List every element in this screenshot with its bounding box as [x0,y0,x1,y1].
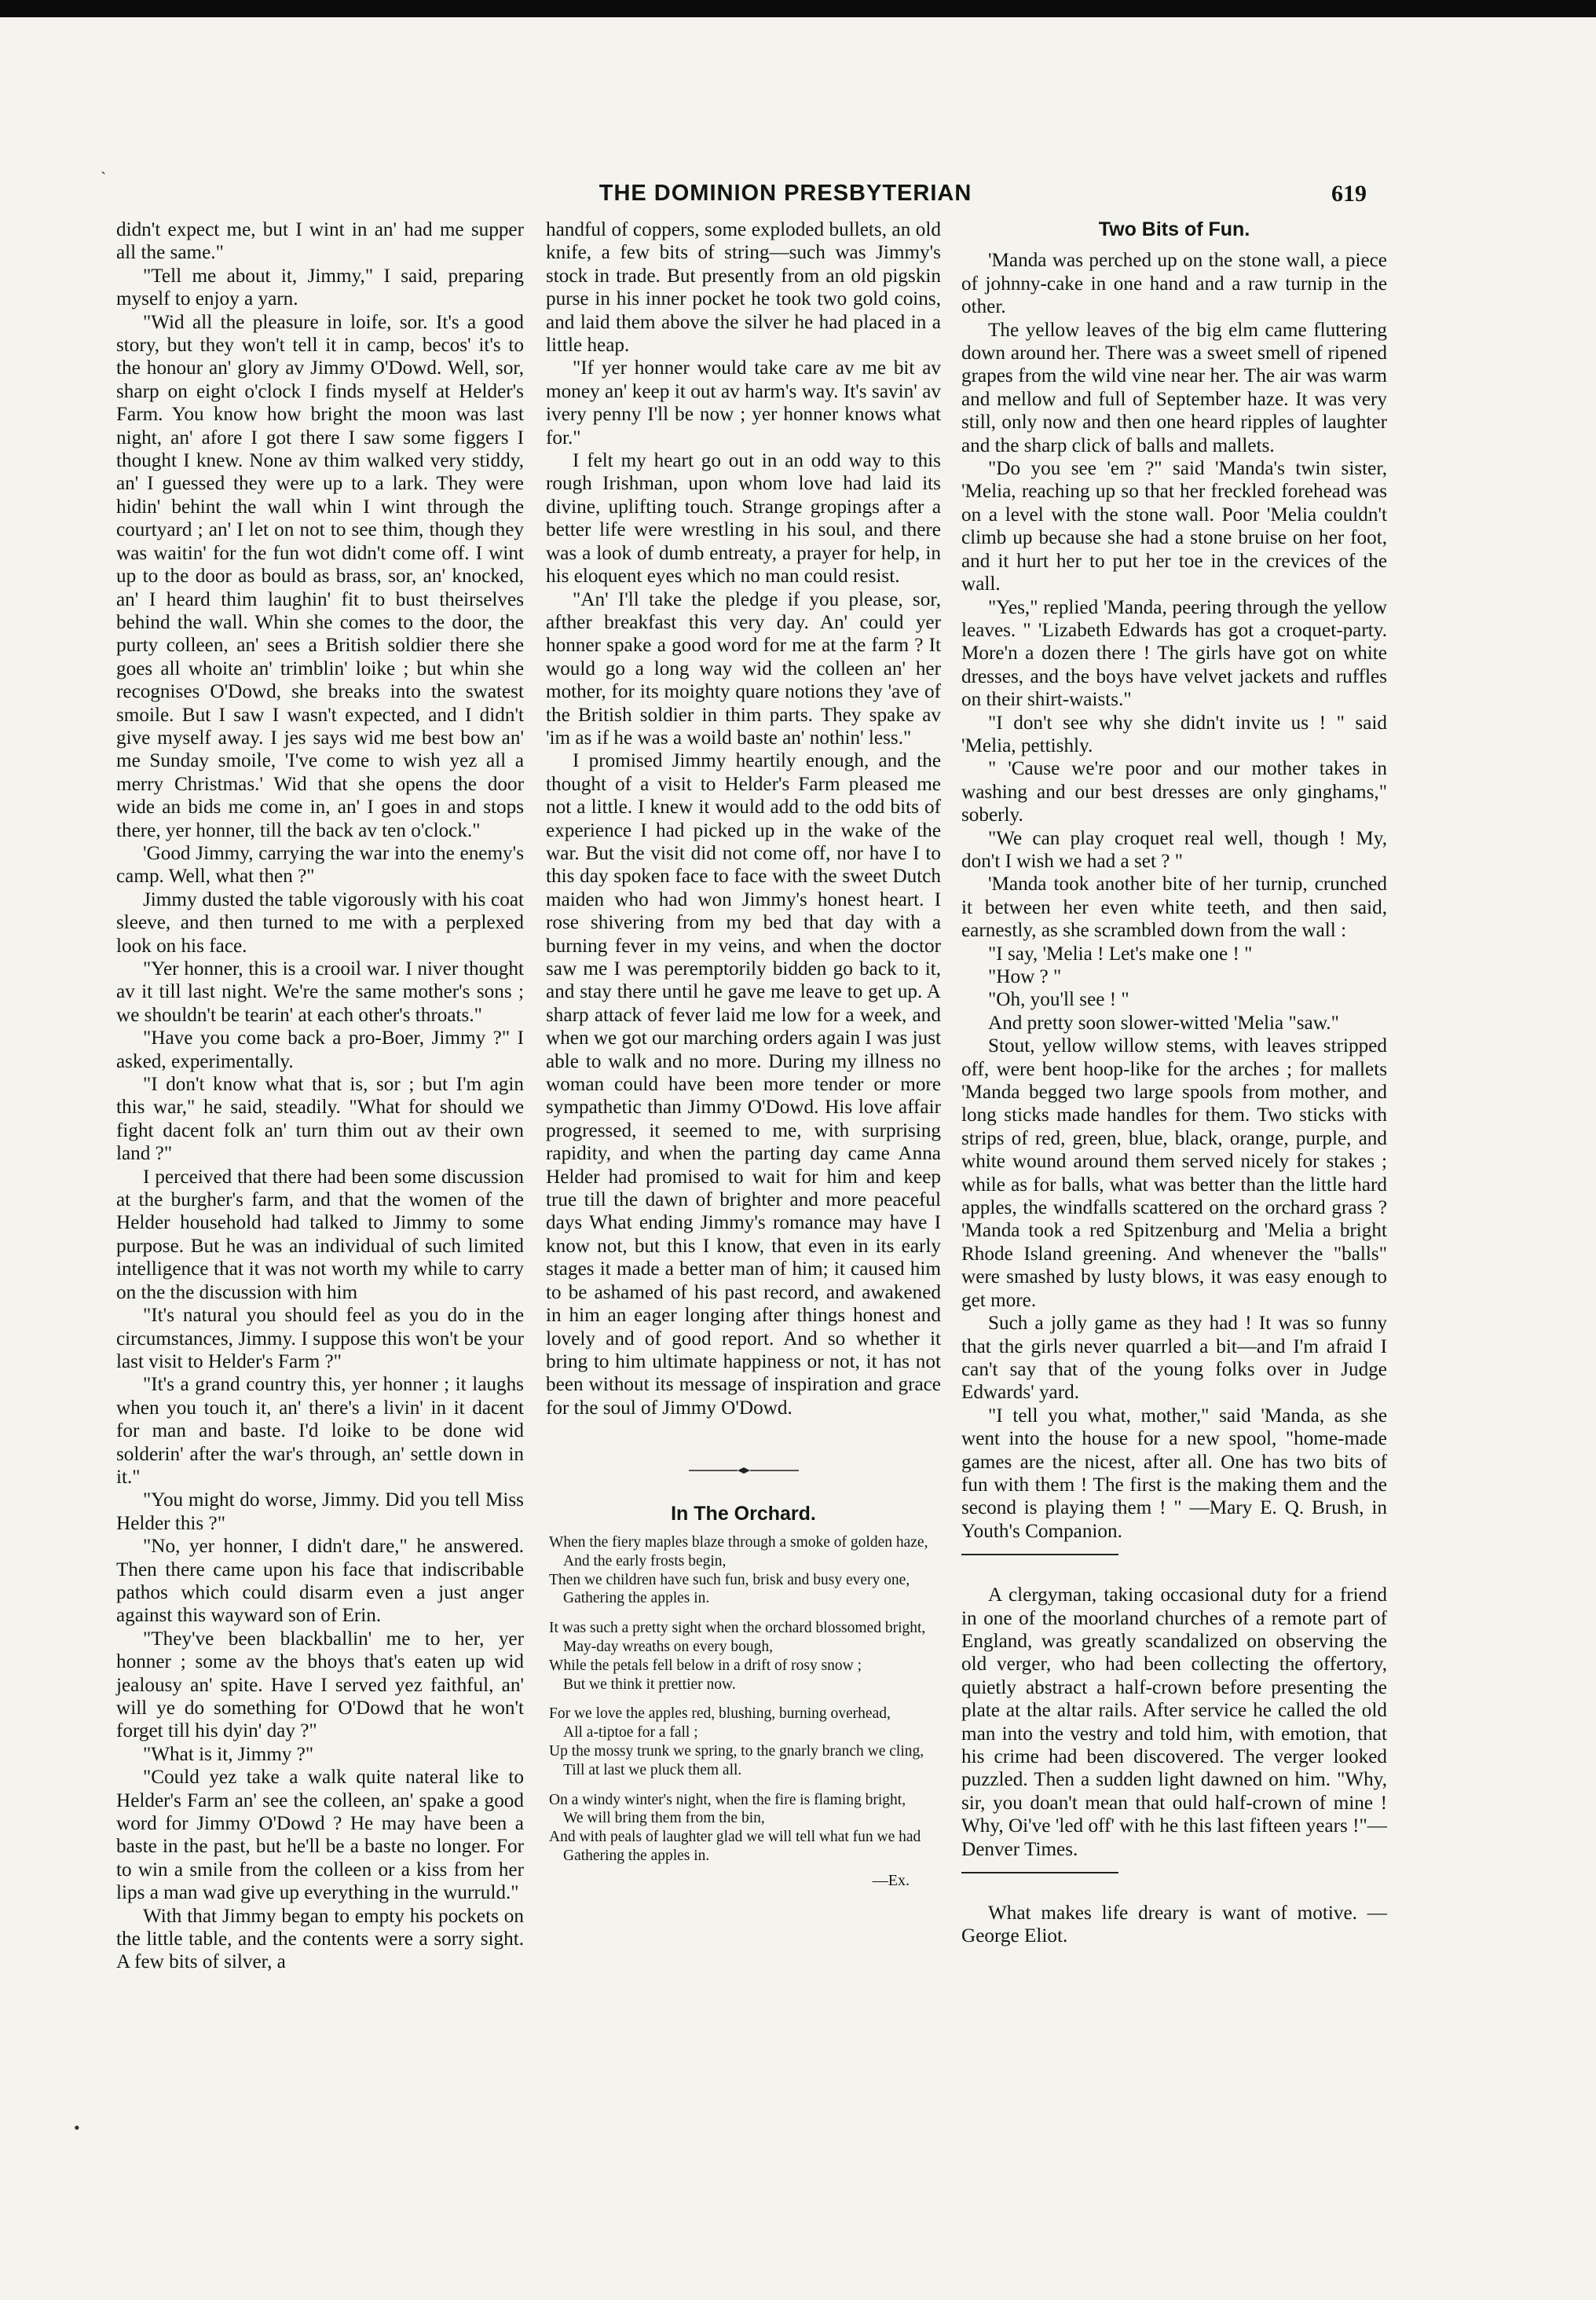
paragraph: "You might do worse, Jimmy. Did you tell Miss Helder this ?" [116,1489,524,1534]
paragraph: "No, yer honner, I didn't dare," he answered. Then there came upon his face that indiscribable pathos which could disarm even a just anger against this wayward son of Erin. [116,1536,524,1627]
poem-line: May-day wreaths on every bough, [563,1638,773,1655]
divider-ornament-icon [689,1467,799,1474]
poem-title: In The Orchard. [671,1502,816,1525]
scan-mark: • [74,2118,80,2137]
article-title: Two Bits of Fun. [1098,218,1250,240]
poem-line: But we think it prettier now. [563,1676,736,1693]
poem-stanza [546,1533,941,1608]
poem-line: For we love the apples red, blushing, burning overhead, [549,1705,891,1723]
page-header [0,181,1596,212]
paragraph: "They've been blackballin' me to her, yer honner ; some av the bhoys that's eaten up wid jealousy an' spite. Have I served yez faithful, an' will ye do something for O'Dowd that he won't forget till his dyin' day ?" [116,1628,524,1742]
paragraph: "I don't see why she didn't invite us ! " said 'Melia, pettishly. [961,712,1387,756]
paragraph: "Do you see 'em ?" said 'Manda's twin sister, 'Melia, reaching up so that her freckled forehead was on a level with the stone wall. Poor 'Melia couldn't climb up because she had a stone bruise on her foot, and it hurt her to put her toe in the crevices of the wall. [961,458,1387,595]
paragraph: "I tell you what, mother," said 'Manda, as she went into the house for a new spool, "home-made games are the nicest, after all. One has two bits of fun with them ! The first is the making them and the second is playing them ! " —Mary E. Q. Brush, in Youth's Companion. [961,1405,1387,1542]
paragraph: 'Good Jimmy, carrying the war into the enemy's camp. Well, what then ?" [116,842,524,888]
paragraph: A clergyman, taking occasional duty for a friend in one of the moorland churches of a remote part of England, was greatly scandalized on observing the old verger, who had been collecting the offertory, quietly abstract a half-crown before presenting the plate at the altar rails. After service he called the old man into the vestry and told him, with emotion, that his crime had been discovered. The verger looked puzzled. Then a sudden light dawned on him. "Why, sir, you doan't mean that ould half-crown of mine ! Why, Oi've 'led off' with he this last fifteen years !"—Denver Times. [961,1584,1387,1860]
paragraph: 'Manda took another bite of her turnip, crunched it between her even white teeth, and then said, earnestly, as she scrambled down from the wall : [961,873,1387,942]
paragraph: didn't expect me, but I wint in an' had me supper all the same." [116,219,524,264]
poem-line: Up the mossy trunk we spring, to the gnarly branch we cling, [549,1742,924,1760]
page-number: 619 [1331,181,1367,207]
poem-line: And with peals of laughter glad we will tell what fun we had [549,1829,921,1846]
poem-line: Gathering the apples in. [563,1847,710,1864]
paragraph: 'Manda was perched up on the stone wall, a piece of johnny-cake in one hand and a raw turnip in the other. [961,250,1387,318]
poem-line: And the early frosts begin, [563,1552,727,1569]
paragraph: "I don't know what that is, sor ; but I'm agin this war," he said, steadily. "What for should we fight dacent folk an' turn thim out av their own land ?" [116,1074,524,1165]
poem-line: While the petals fell below in a drift of rosy snow ; [549,1657,862,1674]
paragraph: I felt my heart go out in an odd way to this rough Irishman, upon whom love had laid its divine, uplifting touch. Strange gropings after a better life were wrestling in his soul, and there was a look of dumb entreaty, a prayer for help, in his eloquent eyes which no man could resist. [546,450,941,588]
paragraph: "What is it, Jimmy ?" [143,1743,314,1765]
paragraph: "Could yez take a walk quite nateral like to Helder's Farm an' see the colleen, an' spake a good word for Jimmy O'Dowd ? He may have been a baste in the past, but he'll be a baste no longer. For to win a smile from the colleen or a kiss from her lips a man wad give up everything in the wurruld." [116,1767,524,1904]
paragraph: "Yer honner, this is a crooil war. I niver thought av it till last night. We're the same mother's sons ; we shouldn't be tearin' at each other's throats." [116,958,524,1026]
paragraph: "I say, 'Melia ! Let's make one ! " [988,943,1253,965]
paragraph: "Tell me about it, Jimmy," I said, preparing myself to enjoy a yarn. [116,265,524,310]
scan-mark: ` [101,168,107,188]
paragraph: "Oh, you'll see ! " [988,989,1129,1011]
paragraph: "How ? " [988,966,1062,987]
poem-line: Till at last we pluck them all. [563,1761,742,1778]
poem-source: —Ex. [872,1871,910,1889]
poem-line: It was such a pretty sight when the orchard blossomed bright, [549,1620,926,1637]
paragraph: "Have you come back a pro-Boer, Jimmy ?" I asked, experimentally. [116,1027,524,1072]
paragraph: And pretty soon slower-witted 'Melia "saw." [988,1012,1339,1034]
quotation: What makes life dreary is want of motive. —George Eliot. [961,1903,1387,1947]
poem-line: When the fiery maples blaze through a smoke of golden haze, [549,1533,928,1551]
poem-line: On a windy winter's night, when the fire is flaming bright, [549,1791,906,1808]
paragraph: handful of coppers, some exploded bullets, an old knife, a few bits of string—such was Jimmy's stock in trade. But presently from an old pigskin purse in his inner pocket he took two gold coins, and laid them above the silver he had placed in a little heap. [546,219,941,357]
paragraph: Jimmy dusted the table vigorously with his coat sleeve, and then turned to me with a perplexed look on his face. [116,888,524,957]
poem-stanza [546,1705,941,1779]
poem-line: All a-tiptoe for a fall ; [563,1724,698,1741]
paragraph: Such a jolly game as they had ! It was so funny that the girls never quarrled a bit—and I'm afraid I can't say that of the young folks over in Judge Edwards' yard. [961,1313,1387,1404]
section-rule [961,1872,1118,1873]
running-head: THE DOMINION PRESBYTERIAN [598,181,972,206]
paragraph: "It's a grand country this, yer honner ; it laughs when you touch it, an' there's a livin' in it dacent for man and baste. I'd loike to be done wid solderin' after the war's through, an' settle down in it." [116,1374,524,1488]
poem [546,1533,941,1891]
poem-stanza [546,1791,941,1866]
paragraph: "We can play croquet real well, though ! My, don't I wish we had a set ? " [961,827,1387,872]
poem-line: Then we children have such fun, brisk and busy every one, [549,1571,910,1588]
paragraph: "It's natural you should feel as you do in the circumstances, Jimmy. I suppose this won't be your last visit to Helder's Farm ?" [116,1305,524,1372]
column-1 [116,218,524,1974]
paragraph: "If yer honner would take care av me bit av money an' keep it out av harm's way. It's savin' av ivery penny I'll be now ; yer honner knows what for." [546,357,941,449]
poem-stanza [546,1619,941,1694]
paragraph: I promised Jimmy heartily enough, and the thought of a visit to Helder's Farm pleased me not a little. I knew it would add to the odd bits of experience I had picked up in the wake of the war. But the visit did not come off, nor have I to this day spoken face to face with the sweet Dutch maiden who had won Jimmy's honest heart. I rose shivering from my bed that day with a burning fever in my veins, and when the doctor saw me I was peremptorily bidden go back to it, and stay there until he gave me leave to get up. A sharp attack of fever laid me low for a week, and when we got our marching orders again I was just able to walk and no more. During my illness no woman could have been more tender or more sympathetic than Jimmy O'Dowd. His love affair progressed, it seemed to me, with surprising rapidity, and when the parting day came Anna Helder had promised to wait for him and keep true till the dawn of brighter and more peaceful days What ending Jimmy's romance may have I know not, but this I know, that even in its early stages it made a better man of him; it caused him to be ashamed of his past record, and awakened in him an eager longing after things honest and lovely and of good report. And so whether it bring to him ultimate happiness or not, it has not been without its message of inspiration and grace for the soul of Jimmy O'Dowd. [546,750,941,1419]
section-divider-ornament [546,1460,941,1483]
paragraph: The yellow leaves of the big elm came fluttering down around her. There was a sweet smell of ripened grapes from the wild vine near her. The air was warm and mellow and full of September haze. It was very still, only now and then one heard ripples of laughter and the sharp click of balls and mallets. [961,319,1387,456]
paragraph: Stout, yellow willow stems, with leaves stripped off, were bent hoop-like for the arches ; for mallets 'Manda begged two large spools from mother, and long sticks made handles for them. Two sticks with strips of red, green, blue, black, orange, purple, and white wound around them served nicely for stakes ; while as for balls, what was better than the little hard apples, the windfalls scattered on the orchard grass ? 'Manda took a red Spitzenburg and 'Melia a bright Rhode Island greening. And whenever the "balls" were smashed by lusty blows, it was easy enough to get more. [961,1035,1387,1311]
poem-line: We will bring them from the bin, [563,1810,765,1827]
paragraph: " 'Cause we're poor and our mother takes in washing and our best dresses are only ginghams," soberly. [961,758,1387,826]
paragraph: "An' I'll take the pledge if you please, sor, afther breakfast this very day. An' could yer honner spake a good word for me at the farm ? It would go a long way wid the colleen an' her mother, for its moighty quare notions they 'ave of the British soldier in thim parts. They spake av 'im as if he was a woild baste an' nothin' less." [546,588,941,749]
paragraph: With that Jimmy began to empty his pockets on the little table, and the contents were a sorry sight. A few bits of silver, a [116,1905,524,1973]
section-rule [961,1554,1118,1555]
column-3 [961,218,1387,1948]
paragraph: "Yes," replied 'Manda, peering through the yellow leaves. " 'Lizabeth Edwards has got a croquet-party. More'n a dozen there ! The girls have got on white dresses, and the boys have velvet jackets and ruffles on their shirt-waists." [961,596,1387,711]
paragraph: "Wid all the pleasure in loife, sor. It's a good story, but they won't tell it in camp, becos' it's to the honour an' glory av Jimmy O'Dowd. Well, sor, sharp on eight o'clock I finds myself at Helder's Farm. You know how bright the moon was last night, an' afore I got there I saw some figgers I thought I knew. None av thim walked very stiddy, an' I guessed they were up to a lark. They were hidin' behint the wall whin I wint through the courtyard ; an' I let on not to see thim, though they was waitin' for the fun wot didn't come off. I wint up to the door as bould as brass, sor, an' knocked, an' I heard thim laughin' fit to bust theirselves behind the wall. Whin she comes to the door, the purty colleen, an' sees a British soldier there she goes all whoite an' trimblin' loike ; but whin she recognises O'Dowd, she breaks into the swatest smoile. But I saw I wasn't expected, and I didn't give myself away. I jes says wid me best bow an' me Sunday smoile, 'I've come to wish yez all a merry Christmas.' Wid that she opens the door wide an bids me come in, an' I goes in and stops there, yer honner, till the back av ten o'clock." [116,311,524,841]
top-scan-border [0,0,1596,17]
column-2 [546,218,941,1890]
poem-line: Gathering the apples in. [563,1590,710,1607]
paragraph: I perceived that there had been some discussion at the burgher's farm, and that the women of the Helder household had talked to Jimmy to some purpose. But he was an individual of such limited intelligence that it was not worth my while to carry on the the discussion with him [116,1166,524,1303]
